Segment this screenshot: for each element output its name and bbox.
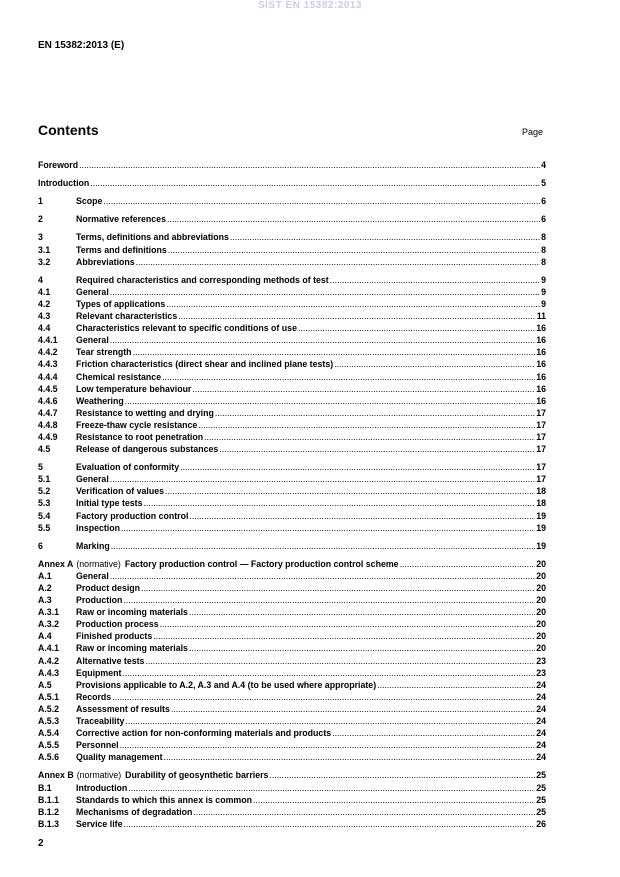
toc-entry-title: Resistance to root penetration [76,431,204,442]
toc-dot-leader [162,371,535,383]
toc-dot-leader [90,177,540,189]
toc-entry-page: 25 [536,794,546,805]
toc-entry-title: General [76,474,109,485]
toc-entry[interactable] [38,582,546,594]
toc-entry[interactable] [38,485,546,497]
toc-entry-page: 24 [536,703,546,714]
toc-entry-number: 5.2 [38,486,51,497]
toc-entry-number: A.5.6 [38,752,60,763]
toc-entry-page: 20 [536,595,546,606]
toc-entry-title: Standards to which this annex is common [76,794,252,805]
toc-entry[interactable] [38,407,546,419]
toc-entry-number: 4.4.7 [38,407,58,418]
toc-entry-number: A.4.2 [38,655,60,666]
table-of-contents [38,159,546,830]
toc-dot-leader [171,703,535,715]
toc-dot-leader [110,570,535,582]
toc-entry[interactable] [38,618,546,630]
toc-entry[interactable] [38,781,546,793]
toc-dot-leader [79,159,540,171]
toc-dot-leader [189,606,535,618]
toc-entry[interactable] [38,540,546,552]
toc-entry[interactable] [38,691,546,703]
toc-entry-title: Normative references [76,214,166,225]
toc-entry[interactable] [38,727,546,739]
toc-entry-number: A.5.4 [38,728,60,739]
toc-entry-title: Assessment of results [76,703,170,714]
toc-dot-leader [178,310,535,322]
toc-dot-leader [193,806,535,818]
toc-dot-leader [120,739,536,751]
toc-entry-number: 5.5 [38,522,51,533]
toc-entry[interactable] [38,298,546,310]
toc-entry[interactable] [38,395,546,407]
toc-entry-title: Foreword [38,160,79,171]
toc-entry-title: Freeze-thaw cycle resistance [76,419,198,430]
toc-entry-number: A.5.1 [38,691,60,702]
toc-entry-title: Friction characteristics (direct shear and inclined plane tests) [76,359,334,370]
toc-entry[interactable] [38,322,546,334]
toc-entry[interactable] [38,703,546,715]
toc-entry-title: Raw or incoming materials [76,643,188,654]
toc-dot-leader [189,642,535,654]
toc-entry[interactable] [38,256,546,268]
toc-entry-page: 17 [536,474,546,485]
toc-entry-number: A.5.5 [38,740,60,751]
toc-dot-leader [230,231,540,243]
page-number: 2 [38,838,44,849]
toc-entry-title: Equipment [76,667,122,678]
toc-entry-page: 24 [536,728,546,739]
toc-entry-page: 20 [536,558,546,569]
toc-entry-number: 5.1 [38,474,51,485]
toc-entry[interactable] [38,642,546,654]
toc-entry-page: 6 [541,196,546,207]
toc-entry-number: A.5.2 [38,703,60,714]
toc-entry[interactable] [38,630,546,642]
toc-entry-page: 8 [541,244,546,255]
toc-entry-page: 16 [536,335,546,346]
toc-dot-leader [298,322,535,334]
toc-entry-title: General [76,570,109,581]
toc-dot-leader [253,794,535,806]
toc-dot-leader [143,497,535,509]
toc-entry-title: Release of dangerous substances [76,444,219,455]
toc-entry-number: Annex A [38,558,74,569]
toc-entry[interactable] [38,383,546,395]
toc-entry[interactable] [38,346,546,358]
toc-entry[interactable] [38,558,546,570]
toc-dot-leader [330,274,540,286]
toc-entry-title: Product design [76,583,141,593]
toc-entry-page: 6 [541,214,546,225]
toc-entry-number: 4.4 [38,323,51,334]
toc-dot-leader [160,618,536,630]
toc-entry-page: 23 [536,655,546,666]
toc-entry-number: 4.4.5 [38,383,58,394]
toc-dot-leader [400,558,536,570]
toc-entry-title: Terms, definitions and abbreviations [76,232,229,243]
toc-entry-title: Durability of geosynthetic barriers [125,770,269,781]
toc-entry-page: 24 [536,716,546,727]
toc-entry[interactable] [38,431,546,443]
toc-entry-title: Terms and definitions [76,244,167,255]
toc-dot-leader [111,540,535,552]
toc-entry-title: Quality management [76,752,163,763]
toc-entry[interactable] [38,443,546,455]
page-title: Contents [38,122,99,138]
toc-entry-page: 18 [536,498,546,509]
toc-entry-title: Characteristics relevant to specific conditions of use [76,323,297,334]
toc-entry[interactable] [38,509,546,521]
toc-entry-title: Records [76,691,112,702]
toc-entry-title: Factory production control [76,510,189,521]
toc-entry-number: A.4.1 [38,643,60,654]
toc-entry-title: General [76,286,109,297]
toc-dot-leader [110,286,540,298]
toc-entry-number: A.5 [38,679,52,690]
toc-dot-leader [192,383,535,395]
toc-entry-page: 16 [536,347,546,358]
toc-entry-page: 17 [536,419,546,430]
toc-entry[interactable] [38,310,546,322]
toc-dot-leader [136,256,540,268]
toc-entry-number: B.1.2 [38,806,60,817]
toc-dot-leader [123,818,535,830]
toc-entry[interactable] [38,461,546,473]
toc-entry-number: A.4 [38,631,52,642]
toc-entry-title: Relevant characteristics [76,311,178,322]
toc-entry-page: 20 [536,643,546,654]
toc-entry-number: B.1 [38,782,52,793]
toc-entry[interactable] [38,286,546,298]
toc-entry-title: Scope [76,196,103,207]
toc-entry-number: 4.4.3 [38,359,58,370]
toc-dot-leader [165,485,535,497]
toc-entry-title: Factory production control — Factory production control scheme [124,558,399,569]
toc-entry-page: 18 [536,486,546,497]
toc-entry-title: Mechanisms of degradation [76,806,193,817]
toc-entry-title: Introduction [38,178,90,189]
toc-dot-leader [110,473,535,485]
toc-entry-page: 19 [536,522,546,533]
toc-entry-title: Types of applications [76,298,166,309]
toc-entry-page: 16 [536,359,546,370]
toc-dot-leader [332,727,535,739]
toc-entry-title: Low temperature behaviour [76,383,192,394]
toc-entry[interactable] [38,606,546,618]
toc-entry[interactable] [38,818,546,830]
toc-entry-title: Traceability [76,716,125,727]
toc-dot-leader [164,751,536,763]
toc-entry-title: Tear strength [76,347,132,358]
toc-entry-page: 8 [541,256,546,267]
toc-dot-leader [204,431,535,443]
toc-dot-leader [125,395,535,407]
toc-entry-page: 19 [536,510,546,521]
toc-entry[interactable] [38,769,546,781]
toc-entry-number: 4.3 [38,311,51,322]
toc-dot-leader [189,510,535,522]
toc-entry-title: Chemical resistance [76,371,162,382]
toc-entry-page: 11 [536,311,546,322]
toc-entry-title: Corrective action for non-conforming materials and products [76,728,332,739]
toc-entry-number: 4.5 [38,444,51,455]
toc-entry-title: Weathering [76,395,124,406]
toc-entry-number: 1 [38,196,43,207]
toc-dot-leader [133,346,536,358]
toc-entry-title: Verification of values [76,486,164,497]
toc-dot-leader [112,691,535,703]
toc-entry-number: B.1.1 [38,794,60,805]
toc-entry-title: Alternative tests [76,655,145,666]
toc-entry-number: 3 [38,232,43,243]
toc-entry-number: A.2 [38,583,52,593]
toc-entry-page: 17 [536,431,546,442]
toc-entry-number: 4.1 [38,286,51,297]
toc-entry[interactable] [38,794,546,806]
toc-entry[interactable] [38,370,546,382]
watermark: SIST EN 15382:2013 [257,0,363,11]
toc-dot-leader [110,334,535,346]
toc-annex-note: (normative) [76,558,121,569]
toc-entry-title: Production process [76,619,159,630]
toc-entry[interactable] [38,274,546,286]
toc-dot-leader [219,443,535,455]
toc-dot-leader [103,195,540,207]
toc-entry-number: 4.2 [38,298,51,309]
toc-entry-page: 20 [536,631,546,642]
toc-entry-number: 4.4.8 [38,419,58,430]
toc-entry[interactable] [38,243,546,255]
toc-entry-page: 19 [536,540,546,551]
page-column-label: Page [522,127,544,137]
toc-entry-number: 4.4.6 [38,395,58,406]
toc-dot-leader [121,522,535,534]
toc-entry-number: A.3 [38,595,52,606]
toc-entry-number: A.5.3 [38,716,60,727]
toc-entry-number: 4 [38,274,43,285]
toc-entry[interactable] [38,739,546,751]
toc-entry-page: 9 [541,274,546,285]
toc-entry-number: 5.4 [38,510,51,521]
toc-dot-leader [377,679,535,691]
toc-entry-page: 17 [536,462,546,473]
toc-dot-leader [167,213,540,225]
toc-entry[interactable] [38,806,546,818]
toc-entry-page: 4 [541,160,546,171]
toc-entry-page: 20 [536,570,546,581]
toc-entry[interactable] [38,715,546,727]
toc-dot-leader [334,358,535,370]
toc-dot-leader [141,582,535,594]
toc-entry-number: A.3.2 [38,619,60,630]
toc-dot-leader [198,419,535,431]
toc-entry-page: 25 [536,782,546,793]
toc-annex-note: (normative) [76,770,122,781]
toc-entry-title: Marking [76,540,110,551]
toc-dot-leader [269,769,535,781]
toc-entry[interactable] [38,751,546,763]
toc-entry-title: Personnel [76,740,119,751]
toc-entry-page: 16 [536,371,546,382]
toc-entry-number: 4.4.9 [38,431,58,442]
toc-entry-title: Introduction [76,782,128,793]
toc-entry-page: 17 [536,444,546,455]
toc-dot-leader [180,461,535,473]
toc-entry-page: 20 [536,619,546,630]
toc-entry[interactable] [38,195,546,207]
toc-entry[interactable] [38,334,546,346]
toc-entry[interactable] [38,213,546,225]
toc-entry-page: 20 [536,583,546,593]
toc-entry-page: 16 [536,395,546,406]
toc-entry-title: Service life [76,818,123,829]
toc-entry[interactable] [38,654,546,666]
toc-entry[interactable] [38,231,546,243]
toc-dot-leader [122,667,535,679]
toc-entry-title: Inspection [76,522,120,533]
toc-entry-number: 4.4.2 [38,347,58,358]
document-id: EN 15382:2013 (E) [38,40,125,51]
toc-dot-leader [123,594,535,606]
toc-entry-page: 24 [536,691,546,702]
toc-dot-leader [128,782,535,794]
toc-entry-page: 24 [536,740,546,751]
toc-entry[interactable] [38,497,546,509]
toc-entry-title: Evaluation of conformity [76,462,180,473]
toc-entry-number: A.4.3 [38,667,60,678]
toc-entry-title: Production [76,595,123,606]
toc-dot-leader [153,630,535,642]
toc-dot-leader [145,655,535,667]
toc-entry[interactable] [38,594,546,606]
toc-entry-title: Initial type tests [76,498,143,509]
toc-entry-page: 16 [536,323,546,334]
toc-entry-page: 8 [541,232,546,243]
toc-entry-number: 2 [38,214,43,225]
toc-entry-title: Required characteristics and corresponding methods of test [76,274,329,285]
toc-entry-page: 24 [536,752,546,763]
toc-entry-page: 9 [541,286,546,297]
toc-entry-title: Raw or incoming materials [76,607,188,618]
toc-entry[interactable] [38,419,546,431]
toc-entry-number: 5 [38,462,43,473]
toc-entry-page: 25 [536,806,546,817]
toc-entry[interactable] [38,522,546,534]
toc-entry-number: 5.3 [38,498,51,509]
toc-entry[interactable] [38,473,546,485]
toc-entry-page: 20 [536,607,546,618]
toc-dot-leader [215,407,535,419]
toc-entry-title: General [76,335,109,346]
toc-entry-title: Finished products [76,631,153,642]
toc-entry-number: 3.1 [38,244,51,255]
toc-entry-page: 16 [536,383,546,394]
toc-entry-number: 3.2 [38,256,51,267]
toc-entry[interactable] [38,159,546,171]
toc-entry[interactable] [38,667,546,679]
toc-entry-page: 23 [536,667,546,678]
toc-entry-page: 24 [536,679,546,690]
toc-dot-leader [168,244,540,256]
toc-entry-page: 25 [536,770,546,781]
toc-entry[interactable] [38,177,546,189]
toc-entry-number: A.1 [38,570,52,581]
toc-entry-page: 9 [541,298,546,309]
toc-entry[interactable] [38,358,546,370]
toc-dot-leader [125,715,535,727]
toc-entry-title: Provisions applicable to A.2, A.3 and A.4 (to be used where appropriate) [76,679,377,690]
toc-entry-number: A.3.1 [38,607,60,618]
toc-entry-page: 17 [536,407,546,418]
toc-entry[interactable] [38,570,546,582]
toc-entry-number: Annex B [38,770,74,781]
toc-entry-number: 4.4.4 [38,371,58,382]
toc-entry-page: 26 [536,818,546,829]
toc-entry[interactable] [38,679,546,691]
toc-entry-number: 4.4.1 [38,335,58,346]
toc-entry-number: B.1.3 [38,818,60,829]
toc-dot-leader [166,298,540,310]
toc-entry-title: Resistance to wetting and drying [76,407,214,418]
toc-entry-title: Abbreviations [76,256,135,267]
toc-entry-page: 5 [541,178,546,189]
toc-entry-number: 6 [38,540,43,551]
